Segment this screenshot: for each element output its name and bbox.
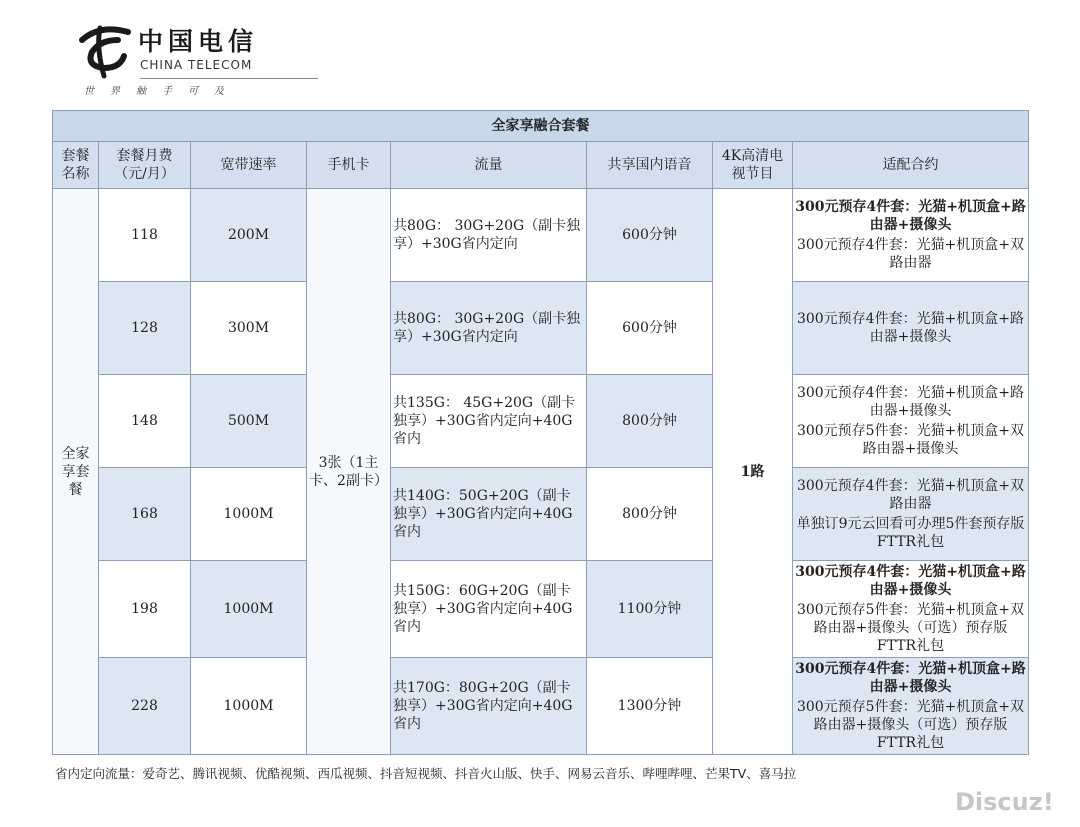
contract-item: 300元预存4件套：光猫+机顶盒+路由器+摄像头 bbox=[795, 661, 1026, 695]
contract-item: 单独订9元云回看可办理5件套预存版FTTR礼包 bbox=[796, 516, 1025, 550]
flow-text: 共135G： 45G+20G（副卡独享）+30G省内定向+40G省内 bbox=[393, 395, 576, 447]
column-header: 流量 bbox=[391, 142, 587, 189]
column-header: 共享国内语音 bbox=[587, 142, 713, 189]
contract-item: 300元预存5件套：光猫+机顶盒+双路由器+摄像头（可选）预存版FTTR礼包 bbox=[796, 699, 1025, 751]
flow-cell bbox=[391, 375, 587, 468]
flow-cell bbox=[391, 561, 587, 658]
tv-cell: 1路 bbox=[713, 189, 793, 755]
contract-item: 300元预存4件套：光猫+机顶盒+双路由器 bbox=[796, 237, 1025, 271]
flow-cell bbox=[391, 282, 587, 375]
flow-text: 共150G：60G+20G（副卡独享）+30G省内定向+40G省内 bbox=[393, 583, 573, 635]
contract-cell bbox=[793, 375, 1029, 468]
speed-cell: 1000M bbox=[191, 658, 307, 755]
table-row bbox=[53, 189, 1029, 282]
voice-cell: 800分钟 bbox=[587, 375, 713, 468]
fee-cell: 228 bbox=[99, 658, 191, 755]
fee-cell: 118 bbox=[99, 189, 191, 282]
contract-item: 300元预存5件套：光猫+机顶盒+双路由器+摄像头（可选）预存版FTTR礼包 bbox=[796, 602, 1025, 654]
contract-item: 300元预存4件套：光猫+机顶盒+路由器+摄像头 bbox=[796, 311, 1025, 345]
footer-note: 省内定向流量：爱奇艺、腾讯视频、优酷视频、西瓜视频、抖音短视频、抖音火山版、快手、网易云音乐、哔哩哔哩、芒果TV、喜马拉 bbox=[55, 766, 797, 781]
telecom-emblem-icon bbox=[70, 18, 140, 80]
contract-item: 300元预存4件套：光猫+机顶盒+路由器+摄像头 bbox=[795, 564, 1026, 598]
fee-cell: 198 bbox=[99, 561, 191, 658]
table-title: 全家享融合套餐 bbox=[53, 111, 1029, 142]
voice-cell: 800分钟 bbox=[587, 468, 713, 561]
contract-item: 300元预存4件套：光猫+机顶盒+路由器+摄像头 bbox=[796, 385, 1025, 419]
fee-cell: 168 bbox=[99, 468, 191, 561]
speed-cell: 1000M bbox=[191, 468, 307, 561]
logo-name-cn: 中国电信 bbox=[138, 27, 259, 56]
contract-item: 300元预存5件套：光猫+机顶盒+双路由器+摄像头 bbox=[796, 423, 1025, 457]
flow-cell bbox=[391, 189, 587, 282]
column-header: 4K高清电视节目 bbox=[713, 142, 793, 189]
logo-divider bbox=[140, 78, 318, 79]
table-row bbox=[53, 658, 1029, 755]
flow-text: 共80G： 30G+20G（副卡独享）+30G省内定向 bbox=[393, 311, 581, 345]
contract-cell bbox=[793, 468, 1029, 561]
column-header: 适配合约 bbox=[793, 142, 1029, 189]
package-name-cell: 全家享套餐 bbox=[53, 189, 99, 755]
watermark: Discuz! bbox=[955, 788, 1054, 816]
package-table bbox=[52, 110, 1029, 755]
contract-cell bbox=[793, 189, 1029, 282]
contract-cell bbox=[793, 658, 1029, 755]
voice-cell: 600分钟 bbox=[587, 189, 713, 282]
voice-cell: 1300分钟 bbox=[587, 658, 713, 755]
china-telecom-logo bbox=[70, 18, 270, 100]
logo-slogan: 世界触手可及 bbox=[84, 86, 240, 97]
table-row bbox=[53, 468, 1029, 561]
contract-item: 300元预存4件套：光猫+机顶盒+路由器+摄像头 bbox=[795, 199, 1026, 233]
table-row bbox=[53, 375, 1029, 468]
speed-cell: 200M bbox=[191, 189, 307, 282]
voice-cell: 1100分钟 bbox=[587, 561, 713, 658]
flow-text: 共80G： 30G+20G（副卡独享）+30G省内定向 bbox=[393, 218, 581, 252]
fee-cell: 148 bbox=[99, 375, 191, 468]
speed-cell: 300M bbox=[191, 282, 307, 375]
column-header: 宽带速率 bbox=[191, 142, 307, 189]
header-row bbox=[53, 142, 1029, 189]
flow-cell bbox=[391, 658, 587, 755]
flow-text: 共170G：80G+20G（副卡独享）+30G省内定向+40G省内 bbox=[393, 680, 573, 732]
logo-name-en: CHINA TELECOM bbox=[140, 58, 253, 72]
flow-cell bbox=[391, 468, 587, 561]
contract-cell bbox=[793, 561, 1029, 658]
sim-cards-cell: 3张（1主卡、2副卡） bbox=[307, 189, 391, 755]
voice-cell: 600分钟 bbox=[587, 282, 713, 375]
contract-cell bbox=[793, 282, 1029, 375]
contract-item: 300元预存4件套：光猫+机顶盒+双路由器 bbox=[796, 478, 1025, 512]
table-row bbox=[53, 561, 1029, 658]
flow-text: 共140G：50G+20G（副卡独享）+30G省内定向+40G省内 bbox=[393, 488, 573, 540]
column-header: 套餐月费（元/月） bbox=[99, 142, 191, 189]
speed-cell: 1000M bbox=[191, 561, 307, 658]
table-row bbox=[53, 282, 1029, 375]
fee-cell: 128 bbox=[99, 282, 191, 375]
speed-cell: 500M bbox=[191, 375, 307, 468]
column-header: 套餐名称 bbox=[53, 142, 99, 189]
column-header: 手机卡 bbox=[307, 142, 391, 189]
